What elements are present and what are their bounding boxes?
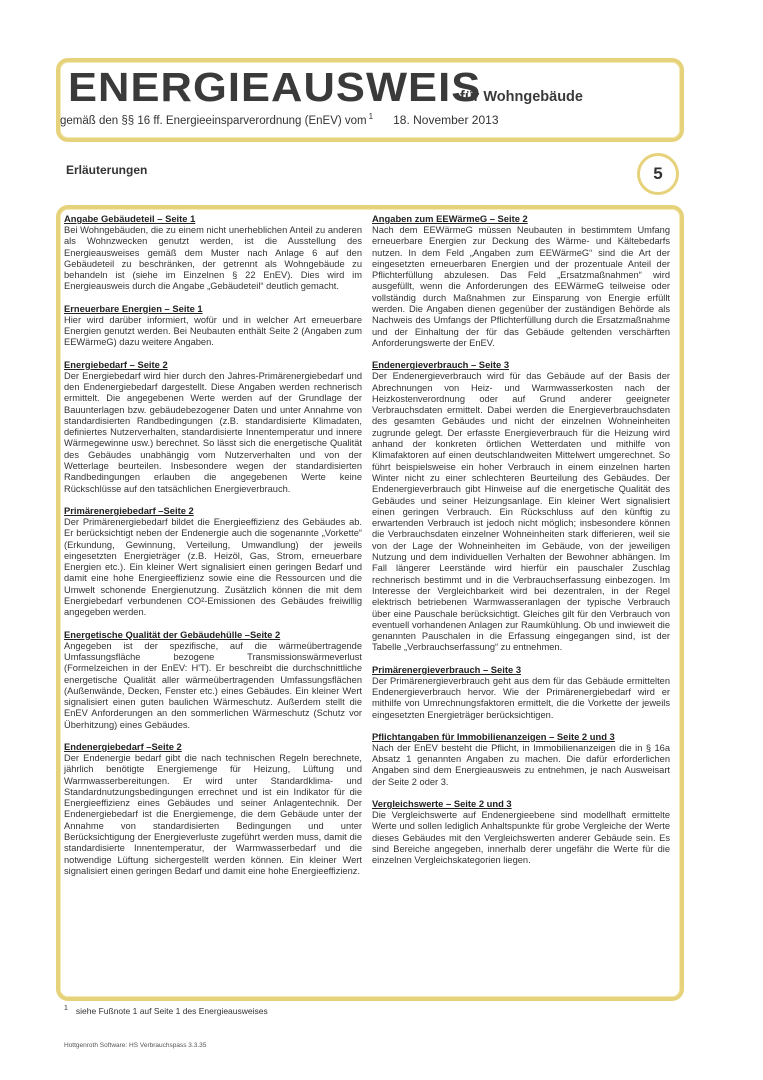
regulation-date: 18. November 2013 bbox=[393, 112, 499, 127]
section-block bbox=[64, 741, 362, 877]
section-block bbox=[372, 359, 670, 653]
right-column bbox=[372, 213, 670, 877]
document-title: ENERGIEAUSWEIS bbox=[68, 64, 482, 110]
regulation-subtitle bbox=[60, 112, 499, 127]
footnote bbox=[64, 1005, 268, 1016]
section-body: Die Vergleichswerte auf Endenergieebene sind modellhaft ermittelte Werte und sollen lediglich Anhaltspunkte für grobe Vergleiche der Werte dieses Gebäudes mit den Vergleichswerten anderer Gebäude sein. Es sind Bereiche angegeben, innerhalb derer ungefähr die Werte für die einzelnen Vergleichskategorien liegen. bbox=[372, 810, 670, 866]
footnote-marker: 1 bbox=[64, 1005, 68, 1012]
section-body: Nach der EnEV besteht die Pflicht, in Immobilienanzeigen die in § 16a Absatz 1 genannten Angaben zu machen. Die dafür erforderlichen Angaben sind dem Energieausweis zu entnehmen, je nach Ausweisart der Seite 2 oder 3. bbox=[372, 742, 670, 787]
section-body: Hier wird darüber informiert, wofür und in welcher Art erneuerbare Energien genutzt werden. Bei Neubauten enthält Seite 2 (Angaben zum EEWärmeG) dazu weitere Angaben. bbox=[64, 314, 362, 348]
section-title: Endenergiebedarf –Seite 2 bbox=[64, 740, 182, 752]
subtitle-text: gemäß den §§ 16 ff. Energieeinsparverordnung (EnEV) vom bbox=[60, 114, 367, 127]
section-block bbox=[64, 505, 362, 619]
section-block bbox=[64, 629, 362, 731]
section-heading: Erläuterungen bbox=[66, 163, 148, 177]
section-block bbox=[372, 664, 670, 721]
section-block bbox=[64, 213, 362, 293]
section-title: Energetische Qualität der Gebäudehülle –Seite 2 bbox=[64, 628, 281, 640]
section-body: Angegeben ist der spezifische, auf die wärmeübertragende Umfassungsfläche bezogene Transmissionswärmeverlust (Formelzeichen in der EnEV: H'T). Er beschreibt die durchschnittliche energetische Qualität aller wärmeübertragenden Umfassungsflächen (Außenwände, Decken, Fenster etc.) eines Gebäudes. Ein kleiner Wert signalisiert einen guten baulichen Wärmeschutz. Außerdem stellt die EnEV Anforderungen an den sommerlichen Wärmeschutz (Schutz vor Überhitzung) eines Gebäudes. bbox=[64, 640, 362, 730]
footnote-reference: 1 bbox=[368, 112, 374, 121]
section-title: Endenergieverbrauch – Seite 3 bbox=[372, 359, 510, 371]
section-title: Angabe Gebäudeteil – Seite 1 bbox=[64, 213, 196, 224]
section-body: Der Primärenergieverbrauch geht aus dem für das Gebäude ermittelten Endenergieverbrauch hervor. Wie der Primärenergiebedarf wird er mithilfe von Umrechnungsfaktoren ermittelt, die die Vorkette der jeweils eingesetzten Energieträger berücksichtigen. bbox=[372, 675, 670, 720]
section-block bbox=[64, 359, 362, 495]
section-body: Der Primärenergiebedarf bildet die Energieeffizienz des Gebäudes ab. Er berücksichtigt neben der Endenergie auch die sogenannte „Vorkette“ (Erkundung, Gewinnung, Verteilung, Umwandlung) der jeweils eingesetzten Energieträger (z.B. Heizöl, Gas, Strom, erneuerbare Energien etc.). Ein kleiner Wert signalisiert einen geringen Bedarf und damit eine hohe Energieeffizienz sowie eine die Ressourcen und die Umwelt schonende Energienutzung. Zusätzlich können die mit dem Energiebedarf verbundenen CO²-Emissionen des Gebäudes freiwillig angegeben werden. bbox=[64, 516, 362, 618]
section-title: Vergleichswerte – Seite 2 und 3 bbox=[372, 798, 512, 810]
section-body: Nach dem EEWärmeG müssen Neubauten in bestimmtem Umfang erneuerbare Energien zur Deckung des Wärme- und Kältebedarfs nutzen. In dem Feld „Angaben zum EEWärmeG“ sind die Art der eingesetzten erneuerbaren Energien und der prozentuale Anteil der Pflichterfüllung abzulesen. Das Feld „Ersatzmaßnahmen“ wird ausgefüllt, wenn die Anforderungen des EEWärmeG teilweise oder vollständig durch Maßnahmen zur Einsparung von Energie erfüllt werden. Die Angaben dienen gegenüber der zuständigen Behörde als Nachweis des Umfangs der Pflichterfüllung durch die Ersatzmaßnahme und der Einhaltung der für das Gebäude geltenden verschärften Anforderungswerte der EnEV. bbox=[372, 225, 670, 348]
software-note: Hottgenroth Software: HS Verbrauchspass 3.3.35 bbox=[64, 1042, 207, 1049]
building-type-label: für Wohngebäude bbox=[460, 89, 583, 105]
section-body: Der Energiebedarf wird hier durch den Jahres-Primärenergiebedarf und den Endenergiebedarf dargestellt. Diese Angaben werden rechnerisch ermittelt. Die angegebenen Werte werden auf der Grundlage der Bauunterlagen bzw. gebäudebezogener Daten und unter Annahme von standardisierten Randbedingungen (z.B. standardisierte Klimadaten, definiertes Nutzerverhalten, standardisierte Innentemperatur und innere Wärmegewinne usw.) berechnet. So lässt sich die energetische Qualität des Gebäudes unabhängig vom Nutzerverhalten und von der Wetterlage beurteilen. Insbesondere wegen der standardisierten Randbedingungen erlauben die angegebenen Werte keine Rückschlüsse auf den tatsächlichen Energieverbrauch. bbox=[64, 370, 362, 494]
footnote-text: siehe Fußnote 1 auf Seite 1 des Energieausweises bbox=[75, 1005, 268, 1016]
section-block bbox=[372, 213, 670, 349]
section-title: Primärenergiebedarf –Seite 2 bbox=[64, 504, 194, 516]
section-title: Energiebedarf – Seite 2 bbox=[64, 358, 168, 370]
section-title: Primärenergieverbrauch – Seite 3 bbox=[372, 663, 522, 675]
section-block bbox=[64, 303, 362, 349]
section-title: Erneuerbare Energien – Seite 1 bbox=[64, 302, 203, 314]
section-block bbox=[372, 731, 670, 788]
page-number: 5 bbox=[653, 164, 663, 183]
section-block bbox=[372, 798, 670, 866]
section-title: Angaben zum EEWärmeG – Seite 2 bbox=[372, 213, 528, 224]
section-title: Pflichtangaben für Immobilienanzeigen – Seite 2 und 3 bbox=[372, 730, 615, 742]
section-body: Der Endenergieverbrauch wird für das Gebäude auf der Basis der Abrechnungen von Heiz- und Warmwasserkosten nach der Heizkostenverordnung oder auf Grund anderer geeigneter Verbrauchsdaten ermittelt. Dabei werden die Energieverbrauchsdaten des gesamten Gebäudes und nicht der einzelnen Wohneinheiten zugrunde gelegt. Der erfasste Energieverbrauch für die Heizung wird anhand der konkreten örtlichen Wetterdaten und mithilfe von Klimafaktoren auf einen deutschlandweiten Mittelwert umgerechnet. So führt beispielsweise ein hoher Verbrauch in einem einzelnen harten Winter nicht zu einer schlechteren Beurteilung des Gebäudes. Der Endenergieverbrauch gibt Hinweise auf die energetische Qualität des Gebäudes und seiner Heizungsanlage. Ein kleiner Wert signalisiert einen geringen Verbrauch. Ein Rückschluss auf den künftig zu erwartenden Verbrauch ist jedoch nicht möglich; insbesondere können die Verbrauchsdaten einzelner Wohneinheiten stark differieren, weil sie von der Lage der Wohneinheiten im Gebäude, von der jeweiligen Nutzung und dem individuellen Verhalten der Bewohner abhängen. Im Fall längerer Leerstände wird hierfür ein pauschaler Zuschlag rechnerisch bestimmt und in die Verbrauchserfassung einbezogen. Im Interesse der Vergleichbarkeit wird bei dezentralen, in der Regel elektrisch betriebenen Warmwasseranlagen der typische Verbrauch über eine Pauschale berücksichtigt. Gleiches gilt für den Verbrauch von eventuell vorhandenen Anlagen zur Raumkühlung. Ob und inwieweit die genannten Pauschalen in die Erfassung eingegangen sind, ist der Tabelle „Verbrauchserfassung“ zu entnehmen. bbox=[372, 371, 670, 653]
left-column bbox=[64, 213, 362, 887]
page-number-badge bbox=[637, 153, 679, 195]
section-body: Bei Wohngebäuden, die zu einem nicht unerheblichen Anteil zu anderen als Wohnzwecken genutzt werden, ist die Ausstellung des Energieausweises gemäß dem Muster nach Anlage 6 auf den Gebäudeteil zu beschränken, der getrennt als Wohngebäude zu behandeln ist (siehe im Einzelnen § 22 EnEV). Dies wird im Energieausweis durch die Angabe „Gebäudeteil“ deutlich gemacht. bbox=[64, 225, 362, 292]
section-body: Der Endenergie bedarf gibt die nach technischen Regeln berechnete, jährlich benötigte Energiemenge für Heizung, Lüftung und Warmwasserbereitungen. Er wird unter Standardklima- und Standardnutzungsbedingungen errechnet und ist ein Indikator für die Energieeffizienz eines Gebäudes und seiner Anlagentechnik. Der Endenergiebedarf ist die Energiemenge, die dem Gebäude unter der Annahme von standardisierten Bedingungen und unter Berücksichtigung der Energieverluste zugeführt werden muss, damit die standardisierte Innentemperatur, der Warmwasserbedarf und die notwendige Lüftung sichergestellt werden können. Ein kleiner Wert signalisiert einen geringen Bedarf und damit eine hohe Energieeffizienz. bbox=[64, 752, 362, 876]
